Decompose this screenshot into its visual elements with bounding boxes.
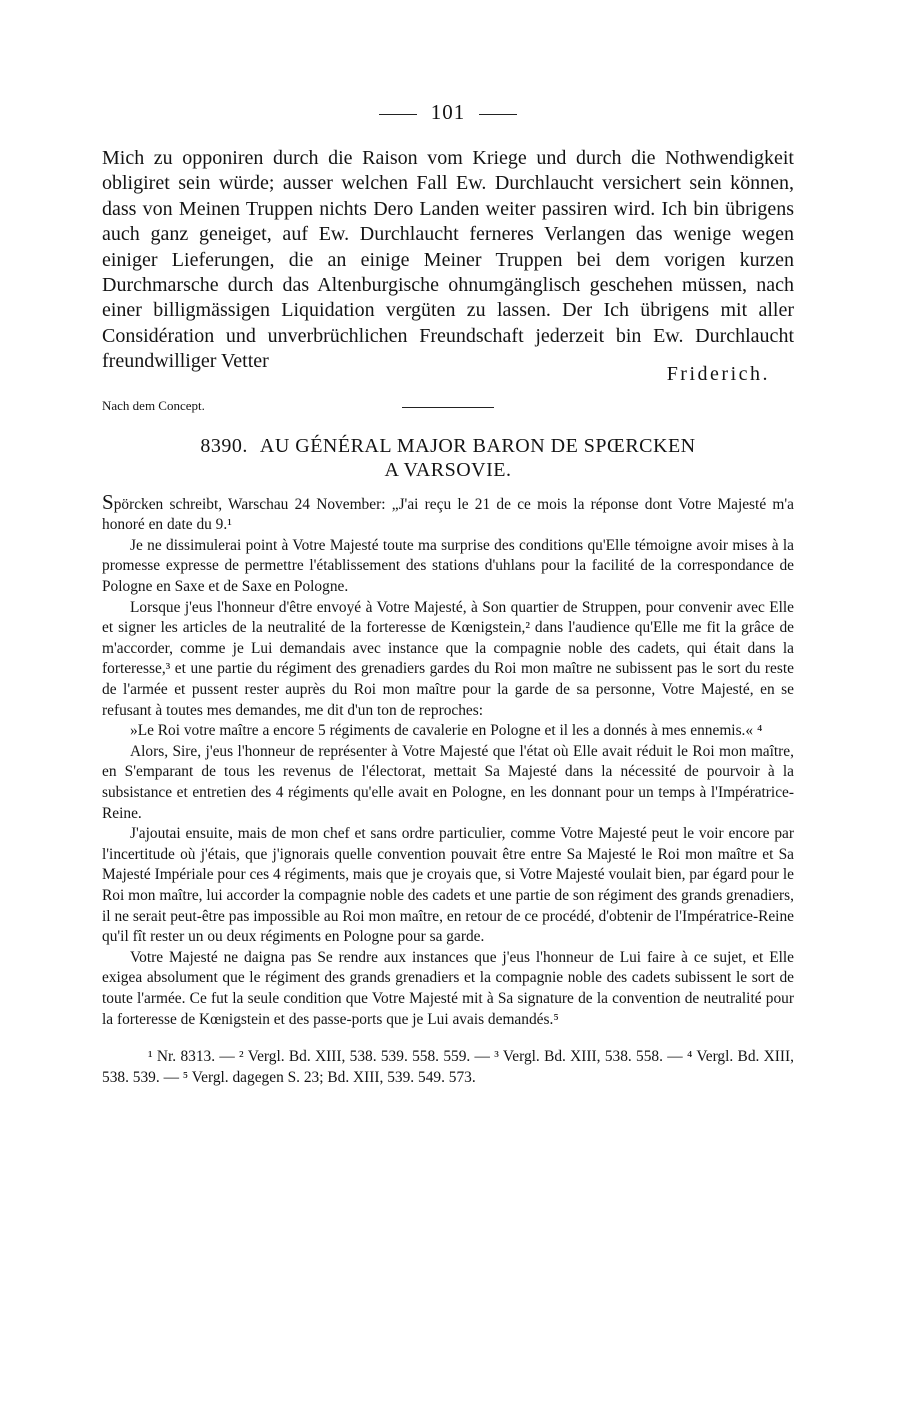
letter-text: Mich zu opponiren durch die Raison vom Kriege und durch die Nothwendigkeit obligiret sein würde; ausser welchen Fall Ew. Durchlaucht versichert sein können, dass von Meinen Truppen nichts Dero Landen weiter passiren wird. Ich bin übrigens auch ganz geneiget, auf Ew. Durchlaucht ferneres Verlangen das wenige wegen einiger Lieferungen, die an einige Meiner Truppen bei dem vorigen kurzen Durchmarsche durch das Altenburgische ohnumgänglisch geschehen müssen, nach einer billigmässigen Liquidation vergüten zu lassen. Der Ich übrigens mit aller Considération und unverbrüchlichen Freundschaft jederzeit bin Ew. Durchlaucht freundwilliger Vetter [102,147,794,373]
document-number: 8390. [200,434,248,457]
book-page [102,92,794,1088]
paragraph-7: Votre Majesté ne daigna pas Se rendre aux instances que j'eus l'honneur de Lui faire à ce sujet, et Elle exigea absolument que le régiment des grands grenadiers et la compagnie noble des cadets subissent le sort de toute l'armée. Ce fut la seule condition que Votre Majesté mit à Sa signature de la convention de neutralité pour la forteresse de Kœnigstein et des passe-ports que je Lui avais demandés.⁵ [102,948,794,1028]
header-dash-left [379,114,417,115]
heading-line-2: A VARSOVIE. [384,458,512,481]
signature: Friderich. [666,362,770,385]
paragraph-4: »Le Roi votre maître a encore 5 régiments de cavalerie en Pologne et il les a donnés à mes ennemis.« ⁴ [130,722,763,740]
source-note: Nach dem Concept. [102,397,205,413]
paragraph-1 [102,489,794,536]
page-header [102,92,794,132]
page-number: 101 [430,100,466,124]
heading-line-1: AU GÉNÉRAL MAJOR BARON DE SPŒRCKEN [259,434,696,457]
header-dash-right [479,114,517,115]
footnote-text: ¹ Nr. 8313. — ² Vergl. Bd. XIII, 538. 539. 558. 559. — ³ Vergl. Bd. XIII, 538. 558. — ⁴ Vergl. Bd. XIII, 538. 539. — ⁵ Vergl. dagegen S. 23; Bd. XIII, 539. 549. 573. [102,1048,794,1087]
paragraph-5: Alors, Sire, j'eus l'honneur de représenter à Votre Majesté que l'état où Elle avait réduit le Roi mon maître, en S'emparant de tous les revenus de l'électorat, mettait Sa Majesté dans la nécessité de pourvoir à la subsistance et entretien des 4 régiments qu'elle avait en Pologne, en les donnant pour un temps à l'Impératrice-Reine. [102,742,794,822]
dropcap: S [102,489,114,514]
paragraph-6: J'ajoutai ensuite, mais de mon chef et sans ordre particulier, comme Votre Majesté peut le voir encore par l'incertitude où j'étais, que j'ignorais quelle convention pouvait être entre Sa Majesté le Roi mon maître et Sa Majesté Impériale pour ces 4 régiments, mais que je croyais que, si Votre Majesté voulait bien, par égard pour le Roi mon maître, lui accorder la compagnie noble des cadets et une partie de son régiment des grands grenadiers, il ne serait peut-être pas impossible au Roi mon maître, en retour de ce procédé, d'obtenir de l'Impératrice-Reine qu'il fît rester un ou deux régiments en Pologne pour sa garde. [102,825,794,946]
section-body [102,489,794,1030]
footnotes [102,1046,794,1088]
letter-continuation [102,146,794,375]
section-divider [402,407,494,408]
section-heading [102,434,794,482]
paragraph-2: Je ne dissimulerai point à Votre Majesté toute ma surprise des conditions qu'Elle témoigne avoir mises à la promesse expresse de permettre l'établissement des stations d'uhlans pour la facilité de la correspondance de Pologne en Saxe et de Saxe en Pologne. [102,536,794,596]
paragraph-1-text: pörcken schreibt, Warschau 24 November: „J'ai reçu le 21 de ce mois la réponse dont Votre Majesté m'a honoré en date du 9.¹ [102,495,794,534]
signature-row [102,362,794,397]
paragraph-3: Lorsque j'eus l'honneur d'être envoyé à Votre Majesté, à Son quartier de Struppen, pour convenir avec Elle et signer les articles de la neutralité de la forteresse de Kœnigstein,² dans l'audience qu'Elle me fit la grâce de m'accorder, comme je Lui demandais avec instance que la compagnie noble des cadets, qui était dans la forteresse,³ et une partie du régiment des grenadiers gardes du Roi mon maître ne subissent pas le sort du reste de l'armée et pussent rester auprès du Roi mon maître pour la garde de sa personne, Votre Majesté, en se refusant à toutes mes demandes, me dit d'un ton de reproches: [102,598,794,719]
